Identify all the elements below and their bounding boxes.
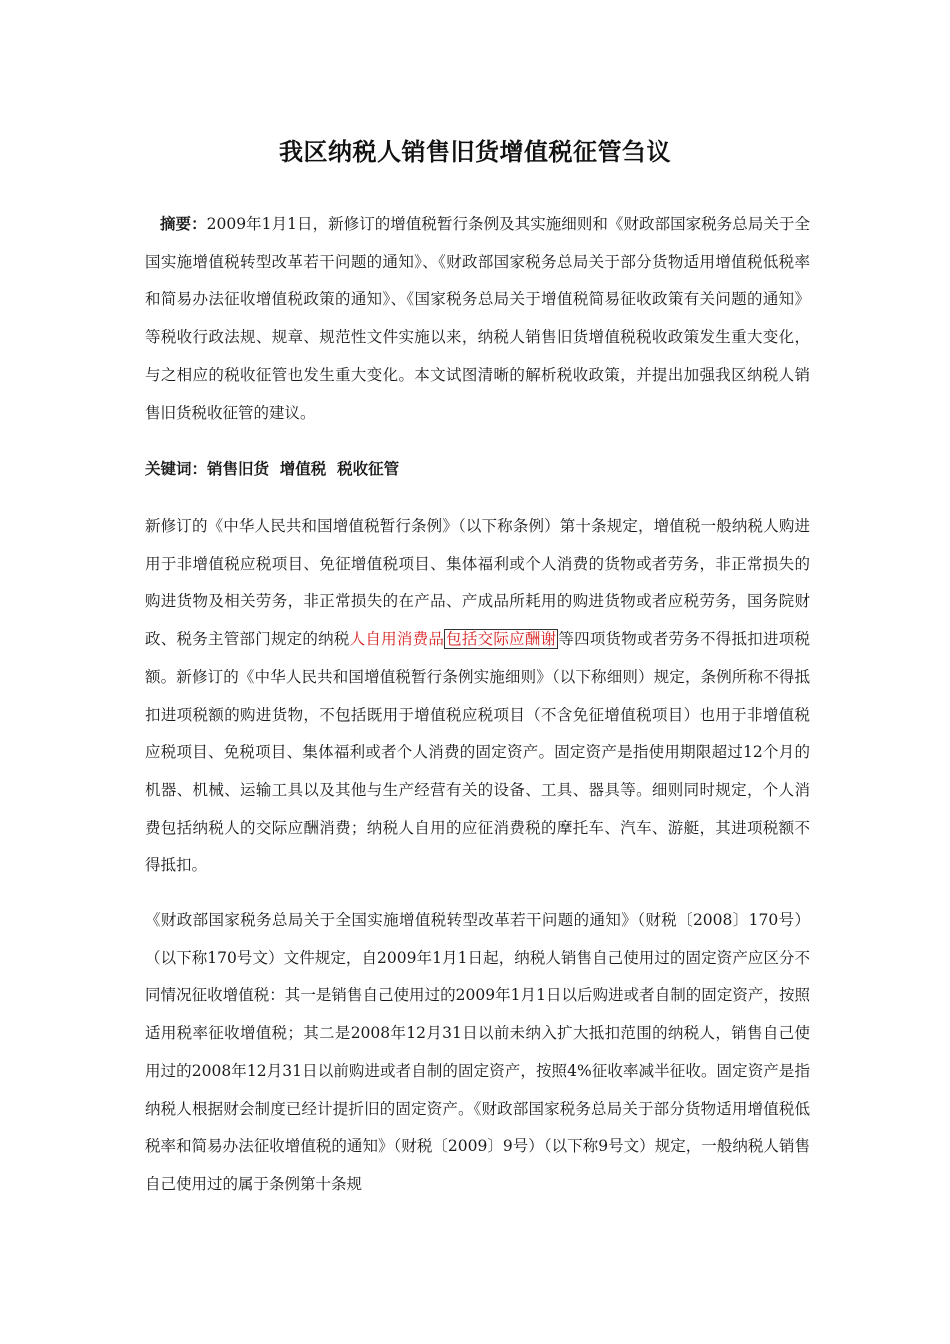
- document-title: 我区纳税人销售旧货增值税征管刍议: [279, 138, 671, 166]
- keywords-line: [145, 451, 810, 489]
- abstract-label: 摘要：: [160, 215, 207, 233]
- abstract-paragraph: [145, 206, 810, 432]
- abstract-text: 2009年1月1日，新修订的增值税暂行条例及其实施细则和《财政部国家税务总局关于全国实施增值税转型改革若干问题的通知》、《财政部国家税务总局关于部分货物适用增值税低税率和简易办法征收增值税政策的通知》、《国家税务总局关于增值税简易征收政策有关问题的通知》等税收行政法规、规章、规范性文件实施以来，纳税人销售旧货增值税税收政策发生重大变化，与之相应的税收征管也发生重大变化。本文试图清晰的解析税收政策，并提出加强我区纳税人销售旧货税收征管的建议。: [145, 215, 810, 422]
- highlighted-red-text: 人自用消费品: [349, 630, 445, 649]
- body-paragraph-1: [145, 508, 810, 885]
- paragraph-1-text-before: 新修订的《中华人民共和国增值税暂行条例》（以下称条例）第十条规定，增值税一般纳税人购进用于非增值税应税项目、免征增值税项目、集体福利或个人消费的货物或者劳务，非正常损失的购进货物及相关劳务，非正常损失的在产品、产成品所耗用的购进货物或者应税劳务，国务院财政、税务主管部门规定的纳税: [145, 517, 810, 649]
- body-paragraph-2: 《财政部国家税务总局关于全国实施增值税转型改革若干问题的通知》（财税〔2008〕170号）（以下称170号文）文件规定，自2009年1月1日起，纳税人销售自己使用过的固定资产应区分不同情况征收增值税：其一是销售自己使用过的2009年1月1日以后购进或者自制的固定资产，按照适用税率征收增值税；其二是2008年12月31日以前未纳入扩大抵扣范围的纳税人，销售自己使用过的2008年12月31日以前购进或者自制的固定资产，按照4%征收率减半征收。固定资产是指纳税人根据财会制度已经计提折旧的固定资产。《财政部国家税务总局关于部分货物适用增值税低税率和简易办法征收增值税的通知》（财税〔2009〕9号）（以下称9号文）规定，一般纳税人销售自己使用过的属于条例第十条规: [145, 911, 810, 1193]
- keywords-text: 销售旧货 增值税 税收征管: [207, 460, 400, 478]
- paragraph-1-text-after: 等四项货物或者劳务不得抵扣进项税额。新修订的《中华人民共和国增值税暂行条例实施细则》（以下称细则）规定，条例所称不得抵扣进项税额的购进货物，不包括既用于增值税应税项目（不含免征增值税项目）也用于非增值税应税项目、免税项目、集体福利或者个人消费的固定资产。固定资产是指使用期限超过12个月的机器、机械、运输工具以及其他与生产经营有关的设备、工具、器具等。细则同时规定，个人消费包括纳税人的交际应酬消费；纳税人自用的应征消费税的摩托车、汽车、游艇，其进项税额不得抵扣。: [145, 630, 810, 875]
- keywords-label: 关键词：: [145, 460, 208, 478]
- boxed-red-text: 包括交际应酬谢: [446, 630, 557, 649]
